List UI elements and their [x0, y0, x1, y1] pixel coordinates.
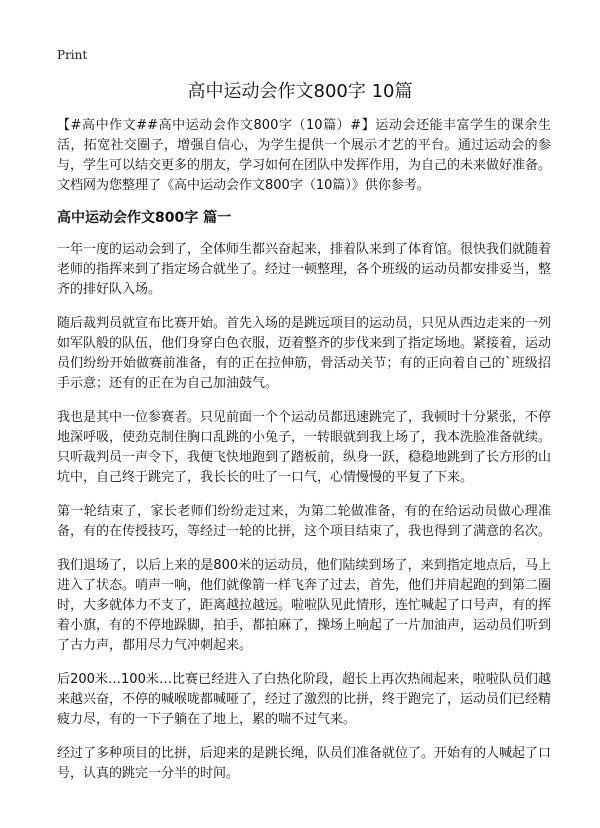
body-paragraph-5: 我们退场了，以后上来的是800米的运动员，他们陆续到场了，来到指定地点后，马上进入了状态。哨声一响，他们就像箭一样飞奔了过去，首先，他们并肩起跑的到第二圈时，大多就体力不支了，距离越拉越远。啦啦队见此情形，连忙喊起了口号声，有的挥着小旗，有的不停地跺脚，拍手，都拍麻了，操场上响起了一片加油声，运动员们听到了古力声，都用尽力气冲刺起来。 [57, 558, 552, 653]
body-paragraph-4: 第一轮结束了，家长老师们纷纷走过来，为第二轮做准备，有的在给运动员做心理准备，有的在传授技巧，等经过一轮的比拼，这个项目结束了，我也得到了满意的名次。 [57, 504, 552, 539]
body-paragraph-6: 后200米…100米…比赛已经进入了白热化阶段，超长上再次热闹起来，啦啦队员们越来越兴奋，不停的喊喉咙都喊哑了，经过了激烈的比拼，终于跑完了，运动员们已经精疲力尽，有的一下子躺在了地上，累的喘不过气来。 [57, 672, 552, 727]
document-title: 高中运动会作文800字 10篇 [187, 81, 413, 102]
document-body [57, 116, 551, 798]
section-heading: 高中运动会作文800字 篇一 [57, 210, 232, 226]
body-paragraph-2: 随后裁判员就宣布比赛开始。首先入场的是跳远项目的运动员，只见从西边走来的一列如军队般的队伍，他们身穿白色衣服，迈着整齐的步伐来到了指定场地。紧接着，运动员们纷纷开始做赛前准备，有的正在拉伸筋，骨活动关节；有的正向着自己的`班级招手示意；还有的正在为自己加油鼓气。 [57, 316, 552, 391]
print-link[interactable]: Print [57, 48, 88, 62]
intro-paragraph: 【#高中作文##高中运动会作文800字（10篇）#】运动会还能丰富学生的课余生活，拓宽社交圈子，增强自信心，为学生提供一个展示才艺的平台。通过运动会的参与，学生可以结交更多的朋友，学习如何在团队中发挥作用，为自己的未来做好准备。文档网为您整理了《高中运动会作文800字（10篇）》供你参考。 [57, 118, 552, 193]
body-paragraph-3: 我也是其中一位参赛者。只见前面一个个运动员都迅速跳完了，我顿时十分紧张，不停地深呼吸，使劲克制住胸口乱跳的小兔子，一转眼就到我上场了，我本洗脸准备就续。只听裁判员一声令下，我便飞快地跑到了踏板前，纵身一跃，稳稳地跳到了长方形的山坑中，自己终于跳完了，我长长的吐了一口气，心情慢慢的平复了下来。 [57, 410, 552, 485]
body-paragraph-7: 经过了多种项目的比拼，后迎来的是跳长绳，队员们准备就位了。开始有的人喊起了口号，认真的跳完一分半的时间。 [57, 746, 552, 781]
body-paragraph-1: 一年一度的运动会到了，全体师生都兴奋起来，排着队来到了体育馆。很快我们就随着老师的指挥来到了指定场合就坐了。经过一顿整理，各个班级的运动员都安排妥当，整齐的排好队入场。 [57, 242, 552, 297]
